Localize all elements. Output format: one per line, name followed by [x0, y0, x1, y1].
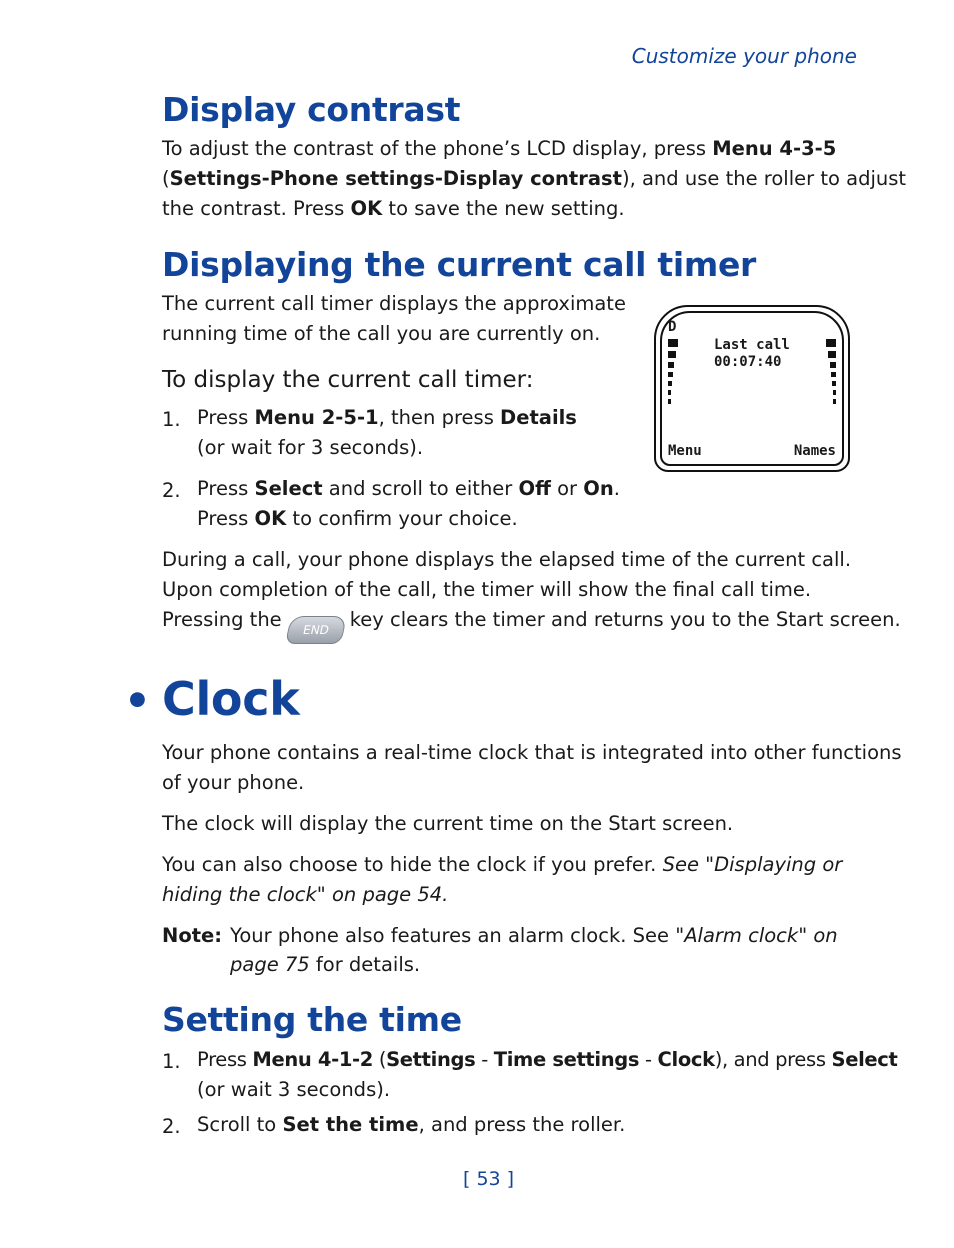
- text: Scroll to: [197, 1113, 283, 1136]
- clock-note-line-1: [162, 921, 222, 951]
- cross-reference: See "Displaying or: [662, 853, 843, 876]
- clock-note-text-1: [230, 921, 838, 951]
- step-number: 1.: [162, 408, 181, 431]
- step-number: 2.: [162, 479, 181, 502]
- menu-name: Settings: [386, 1048, 476, 1071]
- section-bullet: •: [124, 676, 151, 725]
- cross-reference: "Alarm clock" on: [675, 924, 838, 947]
- menu-path: Menu 4-1-2: [252, 1048, 373, 1071]
- clock-para-1-line-2: of your phone.: [162, 771, 305, 794]
- last-call-label: Last call: [714, 337, 790, 353]
- clock-para-1-line-1: Your phone contains a real-time clock that is integrated into other functions: [162, 741, 902, 764]
- text: To adjust the contrast of the phone’s LCD display, press: [162, 137, 713, 160]
- call-timer-step-1-cont: (or wait for 3 seconds).: [197, 436, 424, 459]
- setting-time-step-1: [197, 1045, 898, 1075]
- text: the contrast. Press: [162, 197, 351, 220]
- text: to confirm your choice.: [286, 507, 518, 530]
- text: , then press: [378, 406, 501, 429]
- call-timer-para-3: [162, 605, 901, 644]
- text: Your phone also features an alarm clock. See: [230, 924, 676, 947]
- display-contrast-line-2: [162, 164, 906, 194]
- text: Press: [197, 406, 255, 429]
- key-name: Select: [831, 1048, 898, 1071]
- text: for details.: [309, 953, 421, 976]
- page-number: [ 53 ]: [463, 1168, 515, 1190]
- battery-level-bar: [826, 339, 836, 408]
- cross-reference: hiding the clock" on page 54.: [162, 883, 449, 906]
- setting-time-step-1-cont: (or wait 3 seconds).: [197, 1078, 391, 1101]
- call-timer-step-1: [197, 403, 577, 433]
- key-name: Details: [500, 406, 577, 429]
- option-name: On: [583, 477, 614, 500]
- text: ), and use the roller to adjust: [621, 167, 907, 190]
- text: , and press the roller.: [418, 1113, 626, 1136]
- menu-name: Time settings: [493, 1048, 640, 1071]
- text: You can also choose to hide the clock if you prefer.: [162, 853, 663, 876]
- call-timer-para-1: During a call, your phone displays the elapsed time of the current call.: [162, 548, 852, 571]
- text: Press: [197, 507, 255, 530]
- text: (: [373, 1048, 387, 1071]
- key-name: Select: [254, 477, 323, 500]
- cross-reference: page 75: [230, 953, 310, 976]
- menu-path: Menu 4-3-5: [712, 137, 837, 160]
- text: Press: [197, 477, 255, 500]
- clock-note-text-2: [230, 950, 420, 980]
- right-softkey-label: Names: [793, 443, 836, 459]
- menu-name: Clock: [657, 1048, 715, 1071]
- call-timer-step-2: [197, 474, 620, 504]
- key-name: OK: [254, 507, 287, 530]
- option-name: Set the time: [282, 1113, 419, 1136]
- left-softkey-label: Menu: [668, 443, 702, 459]
- display-contrast-line-3: [162, 194, 625, 224]
- call-timer-heading: Displaying the current call timer: [162, 245, 757, 284]
- phone-display-illustration: [654, 305, 850, 472]
- text: Press: [197, 1048, 253, 1071]
- text: to save the new setting.: [382, 197, 625, 220]
- end-key-icon: END: [285, 616, 347, 644]
- text: -: [475, 1048, 494, 1071]
- corner-indicator: D: [668, 319, 677, 335]
- running-header: Customize your phone: [631, 44, 857, 68]
- menu-path: Menu 2-5-1: [254, 406, 379, 429]
- text: -: [639, 1048, 658, 1071]
- call-timer-intro-2: running time of the call you are currently on.: [162, 322, 601, 345]
- step-number: 1.: [162, 1050, 181, 1073]
- clock-para-2: The clock will display the current time on the Start screen.: [162, 812, 734, 835]
- text: ), and press: [714, 1048, 832, 1071]
- note-label: Note:: [162, 924, 223, 947]
- clock-para-3-line-2: [162, 880, 448, 910]
- display-contrast-heading: Display contrast: [162, 90, 461, 129]
- text: (: [162, 167, 170, 190]
- text: or: [550, 477, 584, 500]
- text: and scroll to either: [322, 477, 519, 500]
- setting-time-heading: Setting the time: [162, 1000, 462, 1039]
- call-timer-subheading: To display the current call timer:: [162, 367, 534, 393]
- call-timer-para-2: Upon completion of the call, the timer will show the final call time.: [162, 578, 812, 601]
- setting-time-step-2: [197, 1110, 625, 1140]
- call-timer-step-2-cont: [197, 504, 518, 534]
- display-contrast-line-1: [162, 134, 836, 164]
- call-timer-intro-1: The current call timer displays the approximate: [162, 292, 626, 315]
- lcd-screen: [660, 311, 844, 466]
- menu-name: Settings-Phone settings-Display contrast: [169, 167, 622, 190]
- clock-para-3-line-1: [162, 850, 842, 880]
- text: key clears the timer and returns you to the Start screen.: [349, 608, 901, 631]
- signal-strength-bar: [668, 339, 678, 408]
- clock-heading: Clock: [162, 672, 300, 726]
- text: Pressing the: [162, 608, 282, 631]
- text: .: [613, 477, 620, 500]
- key-name: OK: [350, 197, 383, 220]
- option-name: Off: [518, 477, 551, 500]
- call-timer-readout: 00:07:40: [714, 354, 782, 370]
- step-number: 2.: [162, 1115, 181, 1138]
